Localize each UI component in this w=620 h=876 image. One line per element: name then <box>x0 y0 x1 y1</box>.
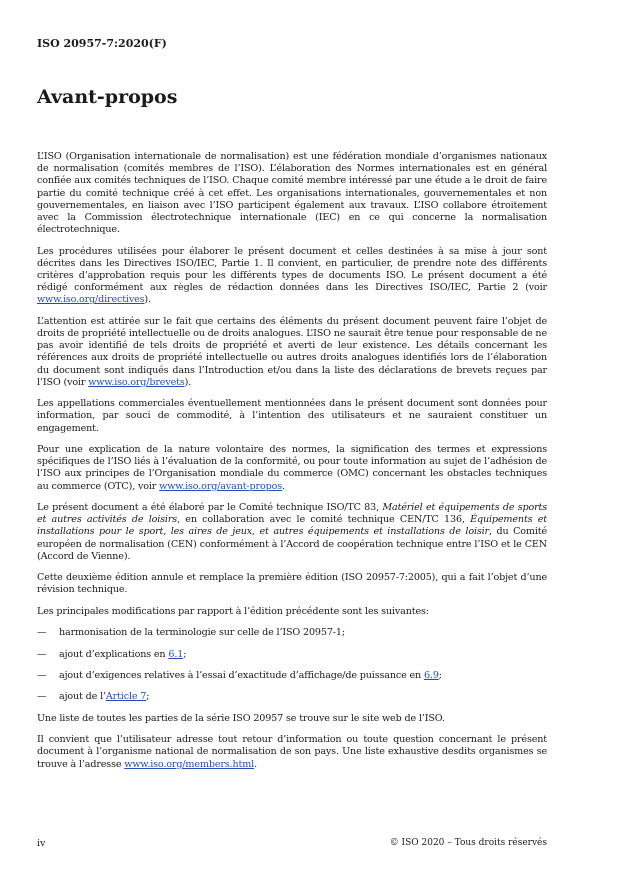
list-item-text: ajout d’exigences relatives à l’essai d’exactitude d’affichage/de puissance en <box>59 669 424 681</box>
list-item-text: ; <box>183 648 187 660</box>
paragraph-text: ). <box>184 376 192 388</box>
paragraph-text: ). <box>144 294 151 306</box>
paragraph-text: Les procédures utilisées pour élaborer le présent document et celles destinées à sa mise à jour sont décrites dans les Directives ISO/IEC, Partie 1. Il convient, en particulier, de prendre note des différents critères d’approbation requis pour les différents types de documents ISO. Le présent document a été rédigé conformément aux règles de rédaction données dans les Directives ISO/IEC, Partie 2 (voir <box>37 245 547 294</box>
list-item-text: harmonisation de la terminologie sur celle de l’ISO 20957-1; <box>59 627 345 639</box>
link-brevets[interactable]: www.iso.org/brevets <box>88 376 185 388</box>
list-item <box>37 691 547 703</box>
committee-title: Matériel et équipements de sports et autres activités de loisirs <box>37 502 548 526</box>
paragraph-text: . <box>254 758 257 770</box>
paragraph-procedures <box>37 246 547 307</box>
paragraph-text: , du Comité européen de normalisation (CEN) conformément à l’Accord de coopération technique entre l’ISO et le CEN (Accord de Vienne). <box>37 526 547 562</box>
list-item <box>37 670 547 682</box>
dash-bullet: — <box>37 691 47 703</box>
link-article-7[interactable]: Article 7 <box>105 691 147 703</box>
list-item <box>37 627 547 639</box>
dash-bullet: — <box>37 669 47 681</box>
paragraph-text: Le présent document a été élaboré par le Comité technique ISO/TC 83, <box>37 502 383 514</box>
list-item-text: ajout d’explications en <box>59 648 169 660</box>
paragraph-trade-names: Les appellations commerciales éventuellement mentionnées dans le présent document sont données pour information, par souci de commodité, à l’intention des utilisateurs et ne sauraient constituer un engagement. <box>37 398 547 434</box>
link-avant-propos[interactable]: www.iso.org/avant-propos <box>159 480 282 492</box>
link-clause-6-9[interactable]: 6.9 <box>423 669 439 681</box>
paragraph-committee <box>37 502 547 563</box>
paragraph-series: Une liste de toutes les parties de la série ISO 20957 se trouve sur le site web de l’ISO. <box>37 712 445 724</box>
paragraph-text: Il convient que l’utilisateur adresse tout retour d’information ou toute question concernant le présent document à l’organisme national de normalisation de son pays. Une liste exhaustive desdits organismes se trouve à l’adresse <box>37 734 547 770</box>
paragraph-text: Pour une explication de la nature volontaire des normes, la signification des termes et expressions spécifiques de l’ISO liés à l’évaluation de la conformité, ou pour toute information au sujet de l’adhésion de l’ISO aux principes de l’Organisation mondiale du commerce (OMC) concernant les obstacles techniques au commerce (OTC), voir <box>37 444 547 492</box>
list-item-text: ; <box>146 691 150 703</box>
page-title: Avant-propos <box>37 86 178 108</box>
paragraph-text: L’attention est attirée sur le fait que certains des éléments du présent document peuvent faire l’objet de droits de propriété intellectuelle ou de droits analogues. L’ISO ne saurait être tenue pour responsable de ne pas avoir identifié de tels droits de propriété et averti de leur existence. Les détails concernant les références aux droits de propriété intellectuelle ou autres droits analogues identifiés lors de l’élaboration du document sont indiqués dans l’Introduction et/ou dans la liste des déclarations de brevets reçues par l’ISO (voir <box>37 315 547 388</box>
paragraph-patents <box>37 316 547 389</box>
paragraph-text: . <box>281 480 285 492</box>
list-item-text: ajout de l’ <box>59 691 106 703</box>
foreword-body <box>37 151 547 780</box>
link-clause-6-1[interactable]: 6.1 <box>168 648 184 660</box>
dash-bullet: — <box>37 648 47 660</box>
paragraph-text: , en collaboration avec le comité technique CEN/TC 136, <box>177 514 471 526</box>
paragraph-edition: Cette deuxième édition annule et remplace la première édition (ISO 20957-7:2005), qui a fait l’objet d’une révision technique. <box>37 572 547 596</box>
paragraph-changes-intro: Les principales modifications par rapport à l’édition précédente sont les suivantes: <box>37 605 429 617</box>
page-number: iv <box>37 838 46 849</box>
document-id-header: ISO 20957-7:2020(F) <box>37 37 167 50</box>
link-directives[interactable]: www.iso.org/directives <box>37 294 145 306</box>
copyright-notice: © ISO 2020 – Tous droits réservés <box>389 838 547 848</box>
list-item <box>37 649 547 661</box>
link-members[interactable]: www.iso.org/members.html <box>124 758 255 770</box>
paragraph-voluntary <box>37 444 547 493</box>
list-item-text: ; <box>438 669 442 681</box>
paragraph-feedback <box>37 734 547 771</box>
paragraph-iso-intro: L’ISO (Organisation internationale de normalisation) est une fédération mondiale d’organismes nationaux de normalisation (comités membres de l’ISO). L’élaboration des Normes internationales est en général confiée aux comités techniques de l’ISO. Chaque comité membre intéressé par une étude a le droit de faire partie du comité technique créé à cet effet. Les organisations internationales, gouvernementales et non gouvernementales, en liaison avec l’ISO participent également aux travaux. L’ISO collabore étroitement avec la Commission électrotechnique internationale (IEC) en ce qui concerne la normalisation électrotechnique. <box>37 151 547 236</box>
committee-title: Équipements et installations pour le sport, les aires de jeux, et autres équipements et installations de loisir <box>37 514 547 538</box>
dash-bullet: — <box>37 627 47 639</box>
